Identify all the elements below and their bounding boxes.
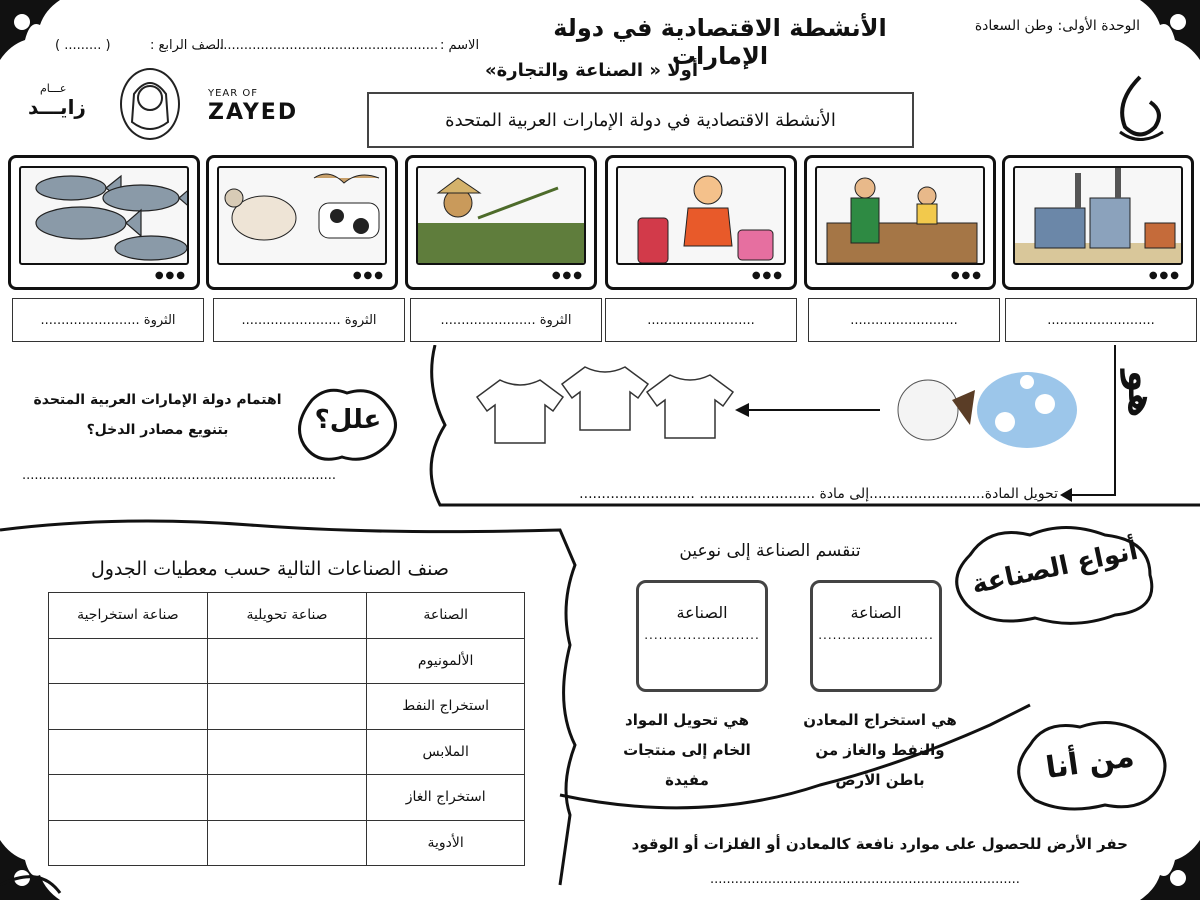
shop-trade-icon <box>817 168 985 265</box>
answer-cell[interactable] <box>207 638 367 684</box>
table-row <box>49 684 525 730</box>
classify-table <box>48 592 525 866</box>
livestock-icon <box>219 168 387 265</box>
year-ar-label: عـــام <box>40 82 67 95</box>
card-label: الصناعة <box>850 603 902 622</box>
grade-field[interactable]: ( ......... ) <box>55 38 111 53</box>
header-industry: الصناعة <box>367 593 525 639</box>
banner: الأنشطة الاقتصادية في دولة الإمارات العربية المتحدة <box>367 92 914 148</box>
answer-cell[interactable] <box>49 638 208 684</box>
wealth-box[interactable]: .......................... <box>605 298 797 342</box>
screen-livestock: ●●● <box>206 155 398 290</box>
answer-cell[interactable] <box>207 775 367 821</box>
why-question-line2: بتنويع مصادر الدخل؟ <box>86 422 229 438</box>
why-cloud-label: علل؟ <box>314 405 382 435</box>
screen-trade: ●●● <box>804 155 996 290</box>
farmer-icon <box>418 168 586 265</box>
calligraphy-logo-icon <box>1105 72 1175 147</box>
wealth-box[interactable]: .......................... <box>808 298 1000 342</box>
zayed-portrait-icon <box>120 68 180 140</box>
year-of-label: YEAR OF <box>208 88 259 99</box>
table-row <box>49 638 525 684</box>
unit-label: الوحدة الأولى: وطن السعادة <box>974 18 1140 34</box>
corner-ornament-icon <box>0 0 70 70</box>
factory-icon <box>1015 168 1183 265</box>
wealth-box[interactable]: .......................... <box>1005 298 1197 342</box>
name-label: الاسم : <box>440 38 480 53</box>
zayed-label: ZAYED <box>208 100 299 125</box>
industry-name: استخراج النفط <box>367 684 525 730</box>
answer-cell[interactable] <box>49 729 208 775</box>
answer-cell[interactable] <box>207 729 367 775</box>
bracket-arrow-icon <box>1060 345 1130 505</box>
screen-agriculture: ●●● <box>405 155 597 290</box>
screen-industry: ●●● <box>1002 155 1194 290</box>
who-answer-field[interactable]: ........................................................................... <box>710 872 1020 887</box>
header-transform: صناعة تحويلية <box>207 593 367 639</box>
industry-name: الأدوية <box>367 820 525 866</box>
transform-industry-card <box>636 580 768 692</box>
answer-cell[interactable] <box>49 820 208 866</box>
answer-cell[interactable] <box>207 820 367 866</box>
side-label: هو <box>1120 370 1161 418</box>
types-intro: تنقسم الصناعة إلى نوعين <box>679 541 861 561</box>
industry-name: الألمونيوم <box>367 638 525 684</box>
card-blank[interactable]: ........................ <box>818 628 934 642</box>
table-header-row <box>49 593 525 639</box>
types-cloud-label: أنواع الصناعة <box>969 535 1141 601</box>
industry-name: الملابس <box>367 729 525 775</box>
table-row <box>49 775 525 821</box>
tshirt-icon <box>475 375 565 445</box>
why-answer-field[interactable]: ............................................................................ <box>22 468 337 483</box>
screen-tourism: ●●● <box>605 155 797 290</box>
wealth-box[interactable]: الثروة ........................ <box>213 298 405 342</box>
page-title: الأنشطة الاقتصادية في دولة الإمارات <box>553 14 887 70</box>
extract-industry-card <box>810 580 942 692</box>
conversion-field[interactable]: تحويل المادة..........................إلى مادة .......................... .......................... <box>579 486 1058 502</box>
subtitle: أولا « الصناعة والتجارة» <box>485 60 698 81</box>
cotton-ball-icon <box>890 370 980 450</box>
header-extract: صناعة استخراجية <box>49 593 208 639</box>
grade-label: الصف الرابع : <box>150 38 224 53</box>
table-row <box>49 729 525 775</box>
classify-title: صنف الصناعات التالية حسب معطيات الجدول <box>90 558 450 580</box>
why-question-line1: اهتمام دولة الإمارات العربية المتحدة <box>33 392 282 408</box>
corner-ornament-icon <box>1130 0 1200 70</box>
answer-cell[interactable] <box>49 775 208 821</box>
tshirt-icon <box>645 370 735 440</box>
card-blank[interactable]: ........................ <box>644 628 760 642</box>
zayed-ar-label: زايـــد <box>28 95 86 119</box>
tshirt-icon <box>560 362 650 432</box>
fish-icon <box>21 168 189 265</box>
answer-cell[interactable] <box>49 684 208 730</box>
card-label: الصناعة <box>676 603 728 622</box>
industry-name: استخراج الغاز <box>367 775 525 821</box>
arrow-left-icon <box>735 400 883 420</box>
answer-cell[interactable] <box>207 684 367 730</box>
who-question: حفر الأرض للحصول على موارد نافعة كالمعادن أو الفلزات أو الوقود <box>631 835 1128 853</box>
wealth-box[interactable]: الثروة ........................ <box>12 298 204 342</box>
wealth-box[interactable]: الثروة ....................... <box>410 298 602 342</box>
who-cloud-label: من أنا <box>1043 738 1137 787</box>
transform-desc: هي تحويل المواد الخام إلى منتجات مفيدة <box>623 711 751 789</box>
extract-desc: هي استخراج المعادن والنفط والغاز من باطن الأرض <box>803 711 957 789</box>
table-row <box>49 820 525 866</box>
tourist-icon <box>618 168 786 265</box>
name-field[interactable]: ...................................................... <box>215 38 439 53</box>
screen-fish: ●●● <box>8 155 200 290</box>
